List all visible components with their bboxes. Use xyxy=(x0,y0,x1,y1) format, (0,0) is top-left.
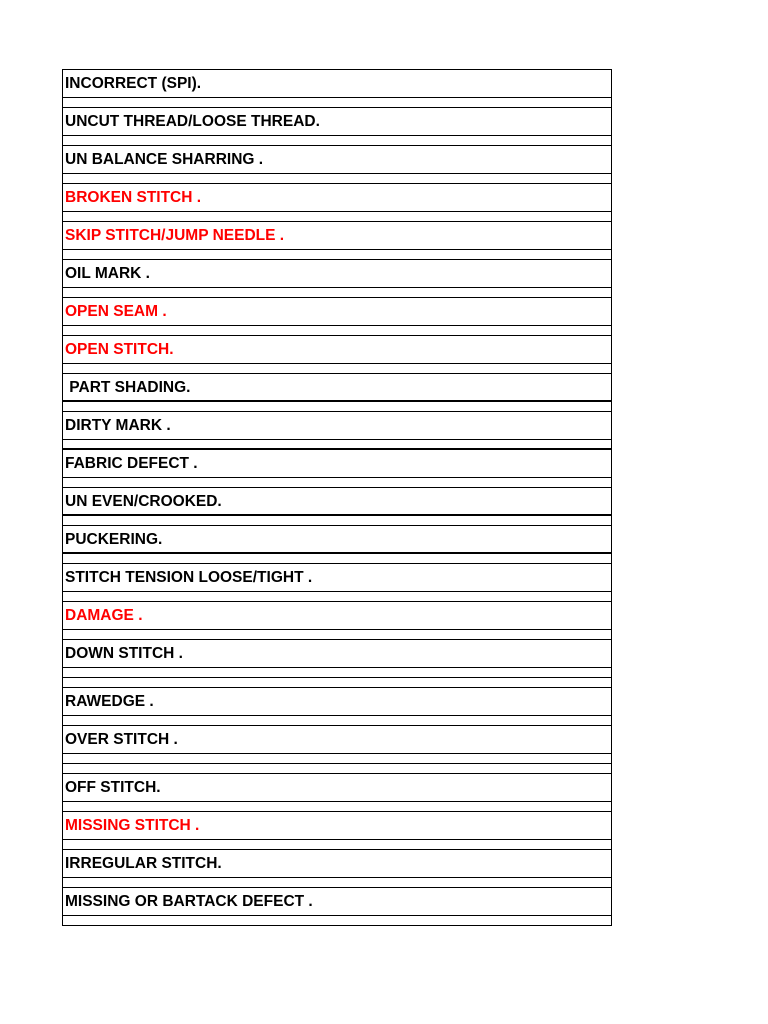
row-spacer xyxy=(63,98,611,108)
row-spacer xyxy=(63,764,611,774)
defect-row-open-seam: OPEN SEAM . xyxy=(63,298,611,326)
row-spacer xyxy=(63,630,611,640)
defect-row-over-stitch: OVER STITCH . xyxy=(63,726,611,754)
row-spacer xyxy=(63,916,611,926)
row-spacer xyxy=(63,754,611,764)
row-spacer xyxy=(63,136,611,146)
row-spacer xyxy=(63,716,611,726)
defect-row-open-stitch: OPEN STITCH. xyxy=(63,336,611,364)
row-spacer xyxy=(63,402,611,412)
row-spacer xyxy=(63,668,611,678)
defect-row-off-stitch: OFF STITCH. xyxy=(63,774,611,802)
defect-row-dirty-mark: DIRTY MARK . xyxy=(63,412,611,440)
defect-row-missing-bartack: MISSING OR BARTACK DEFECT . xyxy=(63,888,611,916)
row-spacer xyxy=(63,878,611,888)
row-spacer xyxy=(63,326,611,336)
defect-row-irregular-stitch: IRREGULAR STITCH. xyxy=(63,850,611,878)
defect-row-skip-stitch: SKIP STITCH/JUMP NEEDLE . xyxy=(63,222,611,250)
row-spacer xyxy=(63,440,611,450)
defect-row-down-stitch: DOWN STITCH . xyxy=(63,640,611,668)
defect-row-rawedge: RAWEDGE . xyxy=(63,688,611,716)
row-spacer xyxy=(63,840,611,850)
defect-row-fabric-defect: FABRIC DEFECT . xyxy=(63,450,611,478)
row-spacer xyxy=(63,554,611,564)
row-spacer xyxy=(63,516,611,526)
defect-row-uncut-thread: UNCUT THREAD/LOOSE THREAD. xyxy=(63,108,611,136)
defect-row-unbalance-sharring: UN BALANCE SHARRING . xyxy=(63,146,611,174)
defect-list-table xyxy=(62,69,612,926)
row-spacer xyxy=(63,478,611,488)
row-spacer xyxy=(63,678,611,688)
defect-row-missing-stitch: MISSING STITCH . xyxy=(63,812,611,840)
defect-row-uneven-crooked: UN EVEN/CROOKED. xyxy=(63,488,611,516)
row-spacer xyxy=(63,174,611,184)
row-spacer xyxy=(63,212,611,222)
defect-row-incorrect-spi: INCORRECT (SPI). xyxy=(63,70,611,98)
defect-row-part-shading: PART SHADING. xyxy=(63,374,611,402)
defect-row-broken-stitch: BROKEN STITCH . xyxy=(63,184,611,212)
row-spacer xyxy=(63,802,611,812)
row-spacer xyxy=(63,364,611,374)
row-spacer xyxy=(63,288,611,298)
row-spacer xyxy=(63,592,611,602)
row-spacer xyxy=(63,250,611,260)
defect-row-stitch-tension: STITCH TENSION LOOSE/TIGHT . xyxy=(63,564,611,592)
defect-row-oil-mark: OIL MARK . xyxy=(63,260,611,288)
defect-row-puckering: PUCKERING. xyxy=(63,526,611,554)
defect-row-damage: DAMAGE . xyxy=(63,602,611,630)
